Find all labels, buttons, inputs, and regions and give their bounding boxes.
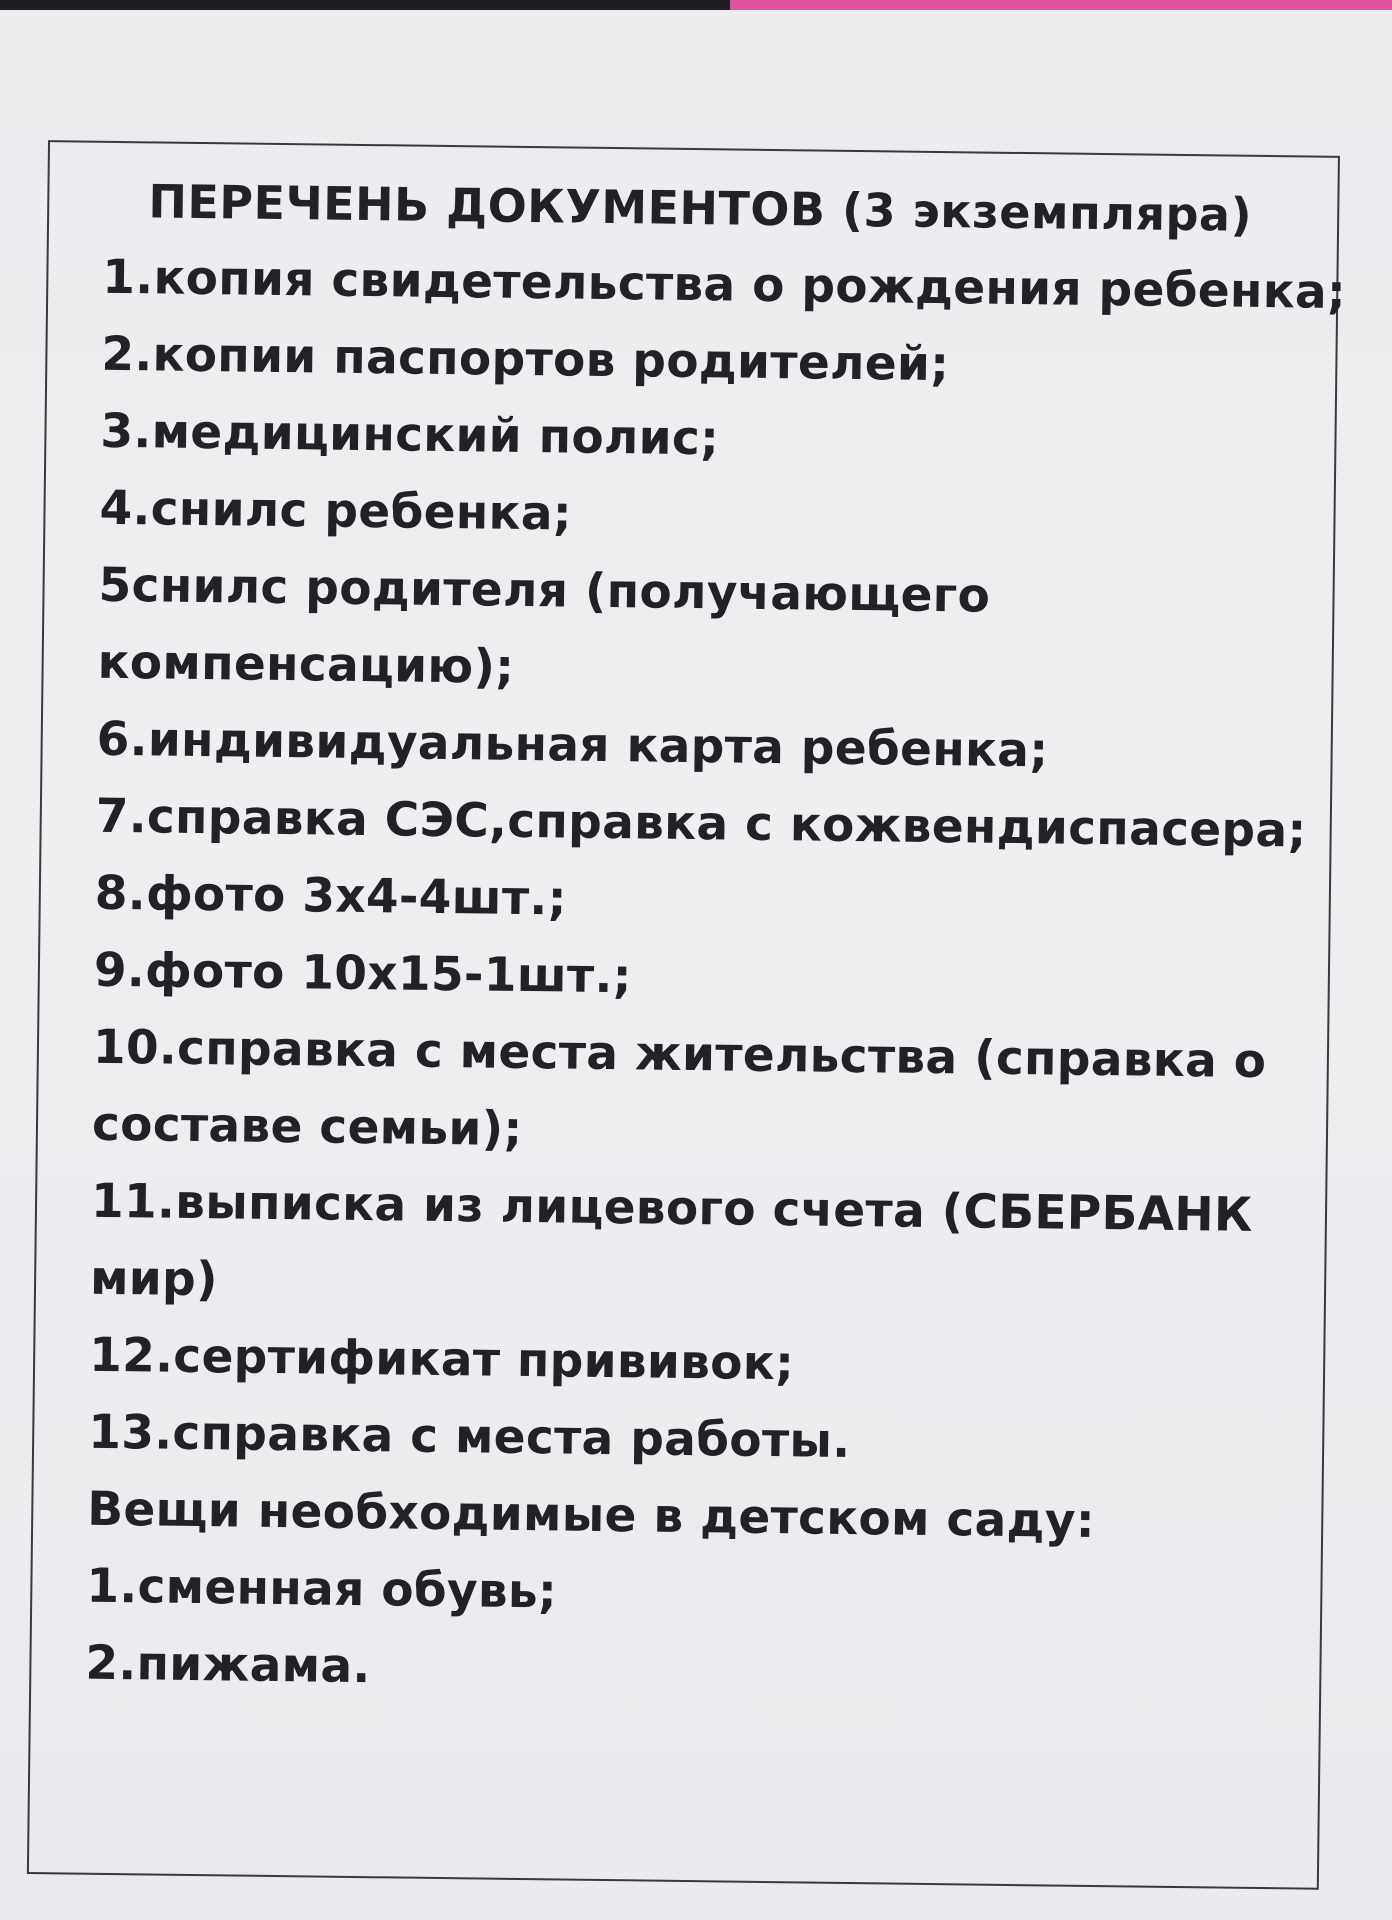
list-item: 1.копия свидетельства о рождения ребенка; bbox=[102, 249, 1347, 320]
list-item: 8.фото 3х4-4шт.; bbox=[94, 865, 568, 927]
section-heading: Вещи необходимые в детском саду: bbox=[86, 1481, 1096, 1549]
list-item: 7.справка СЭС,справка с кожвендиспасера; bbox=[95, 788, 1307, 859]
document-title: ПЕРЕЧЕНЬ ДОКУМЕНТОВ (3 экземпляра) bbox=[148, 174, 1253, 242]
list-item: мир) bbox=[89, 1250, 219, 1308]
paper-sheet bbox=[0, 10, 1392, 1920]
list-item: составе семьи); bbox=[91, 1096, 523, 1157]
list-item: 9.фото 10х15-1шт.; bbox=[93, 942, 633, 1005]
list-item: 12.сертификат прививок; bbox=[88, 1327, 795, 1392]
list-item: 4.снилс ребенка; bbox=[99, 480, 573, 542]
list-item: 10.справка с места жительства (справка о bbox=[92, 1019, 1267, 1090]
list-item: 3.медицинский полис; bbox=[100, 403, 720, 467]
list-item: 2.копии паспортов родителей; bbox=[101, 326, 950, 393]
list-item: 2.пижама. bbox=[85, 1635, 371, 1695]
list-item: 6.индивидуальная карта ребенка; bbox=[96, 711, 1049, 779]
list-item: 5снилс родителя (получающего bbox=[98, 557, 991, 624]
document-content bbox=[85, 163, 1347, 1716]
list-item: компенсацию); bbox=[97, 634, 515, 695]
list-item: 13.справка с места работы. bbox=[87, 1404, 851, 1470]
list-item: 1.сменная обувь; bbox=[86, 1558, 558, 1620]
document-frame bbox=[27, 140, 1347, 1890]
list-item: 11.выписка из лицевого счета (СБЕРБАНК bbox=[90, 1173, 1254, 1243]
